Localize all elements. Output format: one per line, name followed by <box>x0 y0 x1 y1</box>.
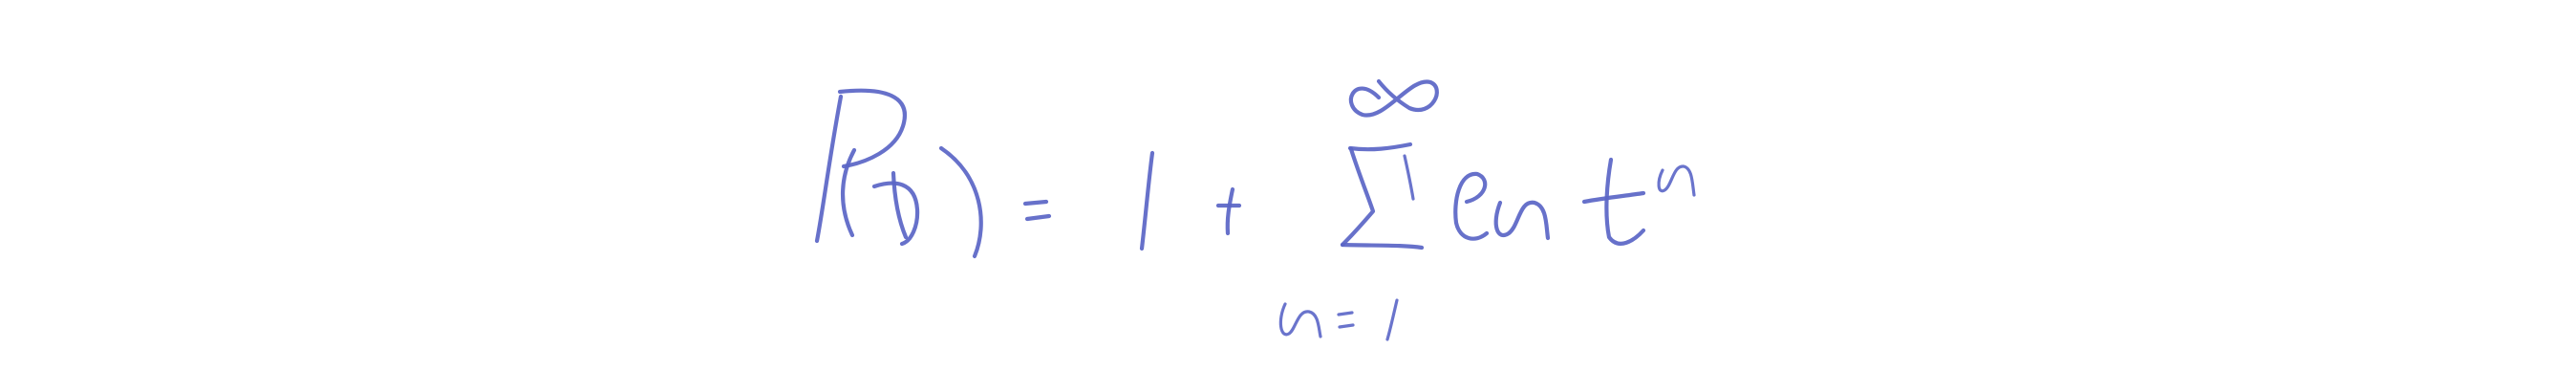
equals-sign <box>1025 202 1049 219</box>
coefficient-e-subscript-n <box>1455 174 1548 239</box>
function-p-of-t <box>817 91 981 256</box>
plus-sign <box>1218 189 1239 233</box>
upper-limit-infinity <box>1351 81 1437 116</box>
variable-t-power-n <box>1584 160 1694 244</box>
summation-operator <box>1342 144 1422 248</box>
constant-one <box>1142 153 1152 249</box>
lower-limit-n-equals-one <box>1280 300 1397 339</box>
